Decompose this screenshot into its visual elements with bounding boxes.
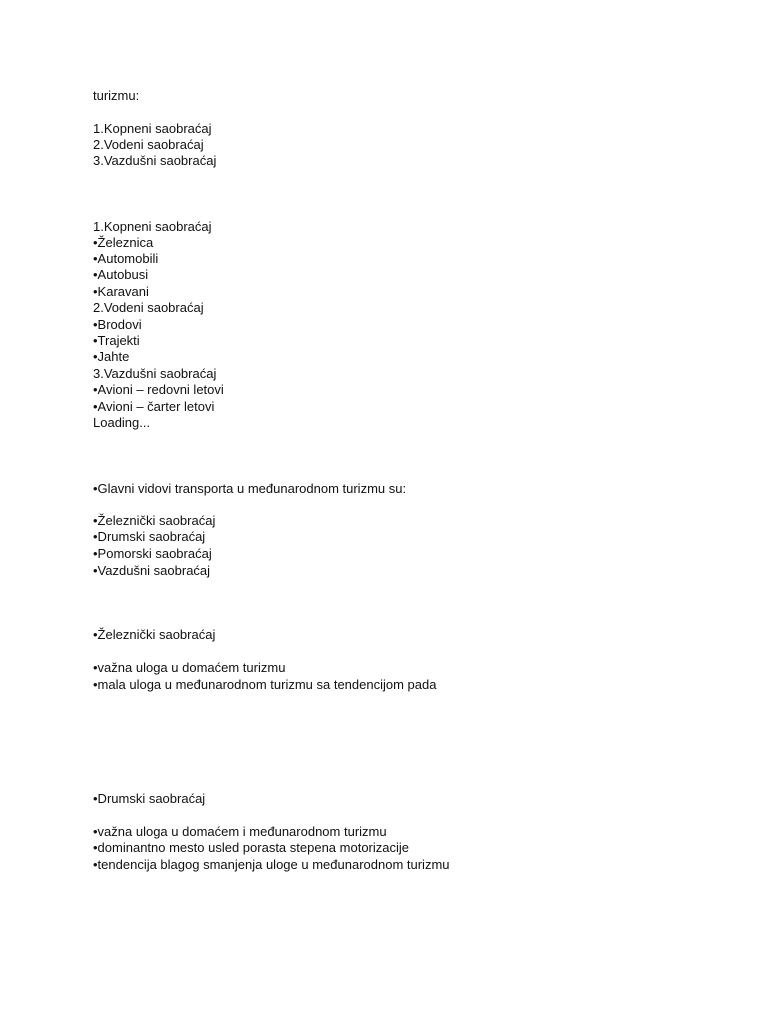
- rail-item-2: •mala uloga u međunarodnom turizmu sa tendencijom pada: [93, 677, 437, 692]
- detail-line-10: 3.Vazdušni saobraćaj: [93, 366, 217, 381]
- modes-item-1: •Železnički saobraćaj: [93, 513, 216, 528]
- intro-item-1: 1.Kopneni saobraćaj: [93, 121, 212, 136]
- modes-item-3: •Pomorski saobraćaj: [93, 546, 212, 561]
- detail-line-3: •Automobili: [93, 251, 159, 266]
- detail-line-8: •Trajekti: [93, 333, 140, 348]
- detail-line-1: 1.Kopneni saobraćaj: [93, 219, 212, 234]
- detail-line-2: •Železnica: [93, 235, 154, 250]
- modes-item-2: •Drumski saobraćaj: [93, 529, 206, 544]
- detail-line-5: •Karavani: [93, 284, 149, 299]
- road-item-3: •tendencija blagog smanjenja uloge u međunarodnom turizmu: [93, 857, 450, 872]
- detail-line-12: •Avioni – čarter letovi: [93, 399, 215, 414]
- road-item-1: •važna uloga u domaćem i međunarodnom turizmu: [93, 824, 387, 839]
- rail-heading: •Železnički saobraćaj: [93, 627, 216, 642]
- detail-line-13: Loading...: [93, 415, 151, 430]
- modes-heading: •Glavni vidovi transporta u međunarodnom turizmu su:: [93, 481, 407, 496]
- intro-item-3: 3.Vazdušni saobraćaj: [93, 153, 217, 168]
- rail-item-1: •važna uloga u domaćem turizmu: [93, 660, 286, 675]
- road-item-2: •dominantno mesto usled porasta stepena motorizacije: [93, 840, 410, 855]
- detail-line-11: •Avioni – redovni letovi: [93, 382, 224, 397]
- detail-line-4: •Autobusi: [93, 267, 149, 282]
- road-heading: •Drumski saobraćaj: [93, 791, 206, 806]
- intro-heading: turizmu:: [93, 88, 140, 103]
- detail-line-7: •Brodovi: [93, 317, 142, 332]
- detail-line-6: 2.Vodeni saobraćaj: [93, 300, 204, 315]
- intro-item-2: 2.Vodeni saobraćaj: [93, 137, 204, 152]
- modes-item-4: •Vazdušni saobraćaj: [93, 563, 211, 578]
- detail-line-9: •Jahte: [93, 349, 130, 364]
